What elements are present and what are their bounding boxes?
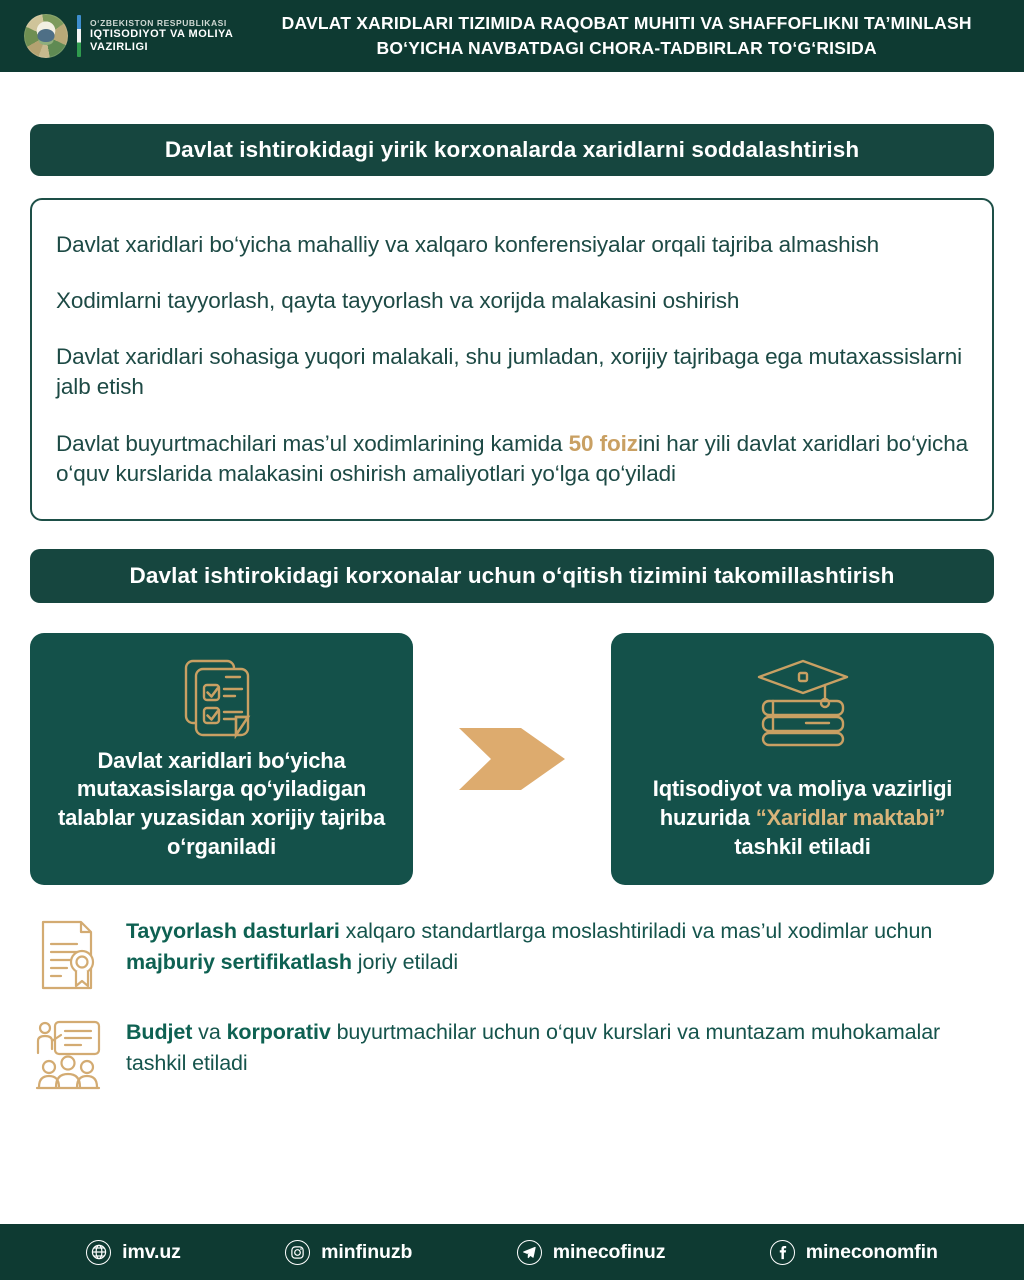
bullet-item [56, 429, 970, 489]
foot-bullet-text-1: va [192, 1020, 227, 1045]
foot-bullet-text [126, 915, 994, 977]
card-right-text [627, 775, 978, 861]
footer-social-bar [0, 1224, 1024, 1280]
graduation-cap-books-icon [751, 655, 855, 747]
social-link-instagram[interactable] [285, 1240, 412, 1265]
uzbekistan-state-emblem-icon [24, 14, 68, 58]
social-link-facebook[interactable] [770, 1240, 938, 1265]
card-right-pre: Iqtisodiyot va moliya vazirligi huzurida [652, 776, 953, 831]
social-label-instagram: minfinuzb [321, 1240, 413, 1263]
social-label-facebook: mineconomfin [805, 1240, 938, 1263]
cards-row [30, 633, 994, 885]
bullet-item: Xodimlarni tayyorlash, qayta tayyorlash va xorijda malakasini oshirish [56, 288, 740, 314]
logo-line-ministry: IQTISODIYOT VA MOLIYA [90, 28, 234, 41]
section-1-bullet-box [30, 198, 994, 521]
social-label-telegram: minecofinuz [552, 1240, 666, 1263]
foot-bullet-row [32, 915, 994, 992]
card-right-highlight: “Xaridlar maktabi” [755, 805, 946, 831]
foot-bullet-text-1: xalqaro standartlarga moslashtiriladi va mas’ul xodimlar uchun [339, 919, 933, 944]
ministry-logo [24, 14, 233, 58]
foot-bullet-bold-1: Budjet [126, 1020, 193, 1045]
card-foreign-experience [30, 633, 413, 885]
foot-bullet-text-2: buyurtmachilar uchun o‘quv kurslari va muntazam muhokamalar tashkil etiladi [126, 1020, 941, 1075]
bullet-text-post: ini har yili davlat xaridlari bo‘yicha o‘quv kurslarida malakasini oshirish amaliyotlari yo‘lga qo‘yiladi [56, 430, 969, 486]
foot-bullet-text-2: joriy etiladi [351, 949, 459, 974]
section-2-heading: Davlat ishtirokidagi korxonalar uchun o‘qitish tizimini takomillashtirish [30, 549, 994, 603]
card-procurement-school [611, 633, 994, 885]
page-title: DAVLAT XARIDLARI TIZIMIDA RAQOBAT MUHITI VA SHAFFOFLIKNI TA’MINLASH BO‘YICHA NAVBATDAGI CHORA-TADBIRLAR TO‘G‘RISIDA [281, 13, 972, 58]
foot-bullets [30, 915, 994, 1091]
training-presentation-icon [32, 1016, 104, 1091]
card-right-post: tashkil etiladi [734, 833, 871, 859]
bullet-text-pre: Davlat buyurtmachilari mas’ul xodimlarining kamida [56, 430, 569, 456]
foot-bullet-text [126, 1016, 994, 1078]
foot-bullet-bold-2: korporativ [226, 1020, 331, 1045]
card-left-text: Davlat xaridlari bo‘yicha mutaxasislarga qo‘yiladigan talablar yuzasidan xorijiy tajriba o‘rganiladi [58, 747, 385, 859]
social-link-website[interactable] [86, 1240, 181, 1265]
section-1-heading: Davlat ishtirokidagi yirik korxonalarda xaridlarni soddalashtirish [30, 124, 994, 176]
logo-line-republic: O‘ZBEKISTON RESPUBLIKASI [90, 18, 227, 29]
foot-bullet-row [32, 1016, 994, 1091]
social-label-website: imv.uz [122, 1240, 181, 1263]
globe-icon [86, 1240, 111, 1265]
bullet-item: Davlat xaridlari sohasiga yuqori malakali, shu jumladan, xorijiy tajribaga ega mutaxassislarni jalb etish [56, 344, 963, 400]
facebook-icon [770, 1240, 795, 1265]
checklist-document-icon [178, 655, 266, 747]
certificate-seal-icon [32, 915, 104, 992]
social-link-telegram[interactable] [517, 1240, 666, 1265]
bullet-highlight-50-foiz: 50 foiz [568, 430, 638, 456]
instagram-icon [285, 1240, 310, 1265]
main-content [0, 72, 1024, 1224]
ministry-logo-text [90, 18, 233, 54]
telegram-icon [517, 1240, 542, 1265]
uzbekistan-flag-stripe-icon [77, 15, 81, 57]
bullet-item: Davlat xaridlari bo‘yicha mahalliy va xalqaro konferensiyalar orqali tajriba almashish [56, 232, 880, 257]
chevron-right-arrow-icon [459, 728, 565, 790]
foot-bullet-bold-1: Tayyorlash dasturlari [126, 919, 340, 944]
foot-bullet-bold-2: majburiy sertifikatlash [126, 949, 352, 974]
arrow-cell [413, 633, 611, 885]
logo-line-vazirligi: VAZIRLIGI [90, 41, 149, 53]
top-banner [0, 0, 1024, 72]
